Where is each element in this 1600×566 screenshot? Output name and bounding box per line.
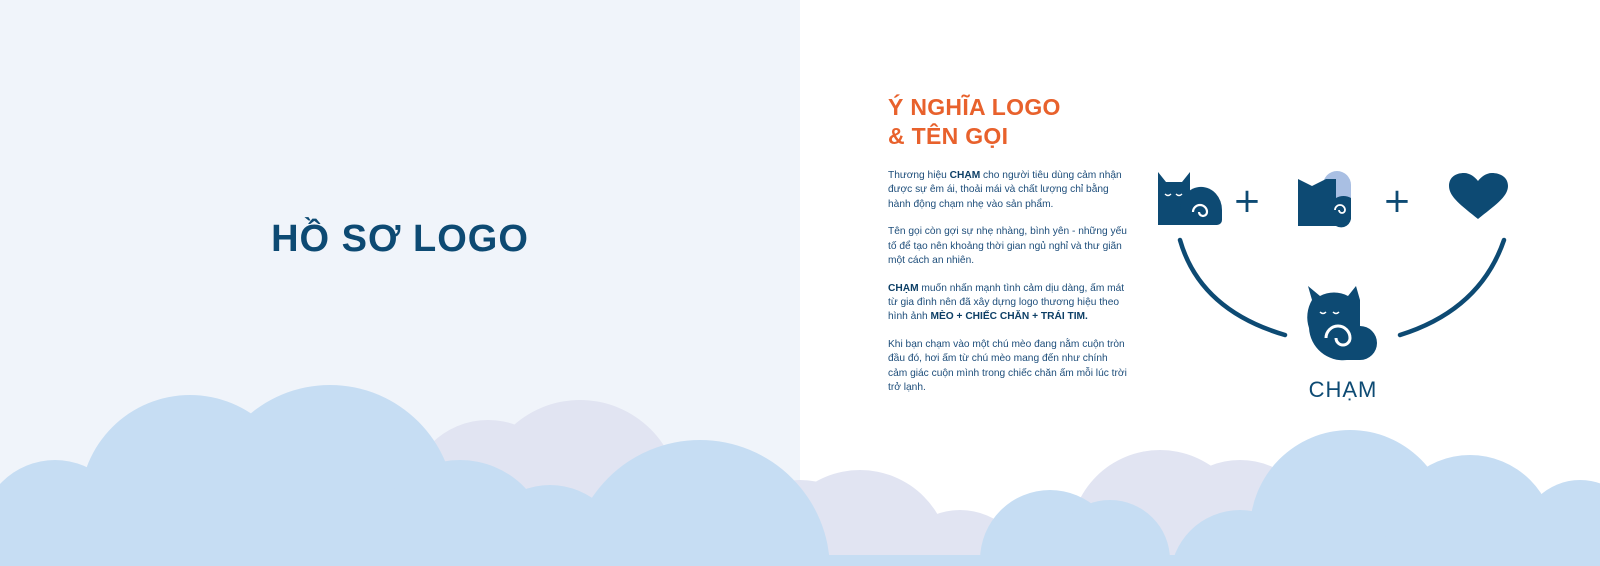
heading-line-2: & TÊN GỌI xyxy=(888,123,1009,149)
description-text xyxy=(888,169,1128,409)
paragraph-1 xyxy=(888,169,1128,212)
section-heading xyxy=(888,93,1061,151)
paragraph-4: Khi bạn chạm vào một chú mèo đang nằm cuộn tròn đầu đó, hơi ấm từ chú mèo mang đến như chính cảm giác cuộn mình trong chiếc chăn ấm mỗi lúc trời trở lạnh. xyxy=(888,339,1127,394)
paragraph-1-end: cho người tiêu dùng cảm nhận được sự êm ái, thoải mái và chất lượng chỉ bằng hành động chạm nhẹ vào sản phẩm. xyxy=(888,170,1122,210)
paragraph-3 xyxy=(888,282,1128,325)
brand-name: CHẠM xyxy=(888,282,919,294)
paragraph-2: Tên gọi còn gợi sự nhẹ nhàng, bình yên - những yếu tố để tạo nên khoảng thời gian ngủ nghỉ và thư giãn một cách an nhiên. xyxy=(888,226,1127,266)
cover-title: HỒ SƠ LOGO xyxy=(271,218,529,260)
cat-icon xyxy=(1158,172,1222,225)
logo-mark xyxy=(1307,286,1377,360)
connector-arc-left xyxy=(1180,240,1285,335)
heart-icon xyxy=(1449,173,1508,219)
brand-wordmark: CHẠM xyxy=(1308,377,1378,402)
brand-name: CHẠM xyxy=(949,170,981,181)
paragraph-3-emphasis: MÈO + CHIẾC CHĂN + TRÁI TIM. xyxy=(930,311,1088,323)
heading-line-1: Ý NGHĨA LOGO xyxy=(888,94,1061,120)
plus-icon: + xyxy=(1382,181,1412,221)
plus-icon: + xyxy=(1232,181,1262,221)
paragraph-1-start: Thương hiệu xyxy=(888,170,950,181)
paragraph-3-middle: muốn nhấn mạnh tình cảm dịu dàng, ấm mát từ gia đình nên đã xây dựng logo thương hiệu theo hình ảnh xyxy=(888,282,1125,323)
connector-arc-right xyxy=(1400,240,1504,335)
blanket-icon xyxy=(1298,171,1351,227)
logo-diagram xyxy=(1140,160,1540,410)
